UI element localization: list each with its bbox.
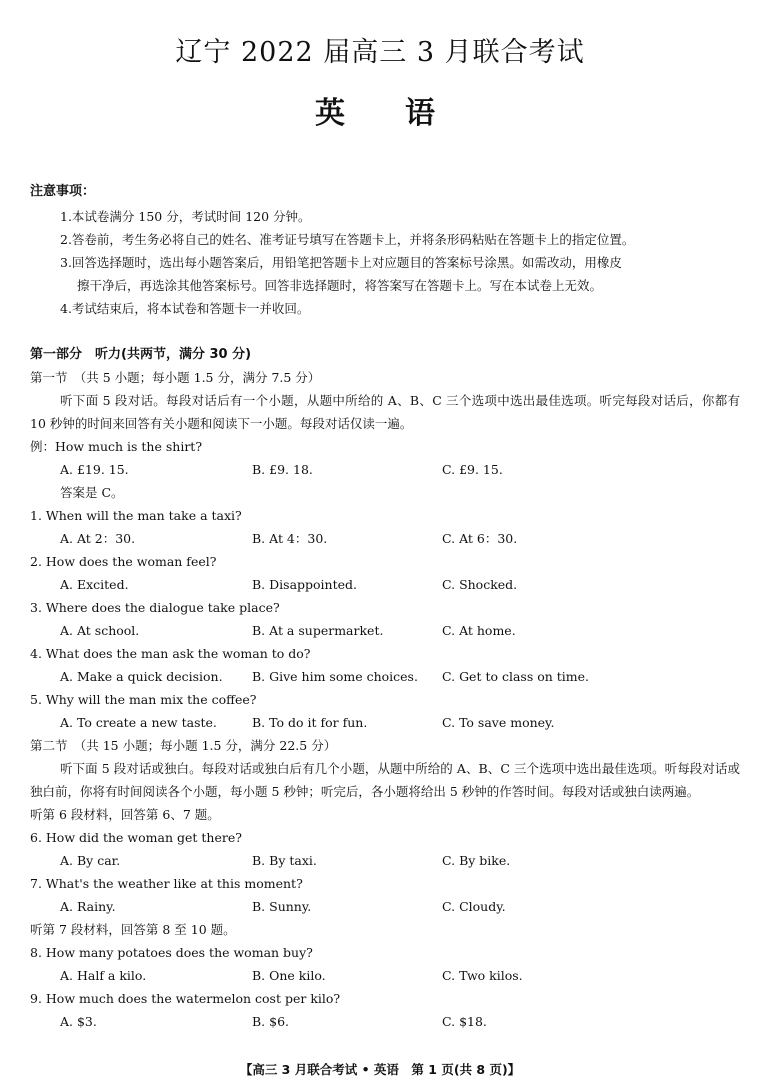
q5-option-b: B. To do it for fun. (252, 715, 368, 730)
q2-option-b: B. Disappointed. (252, 577, 357, 592)
question-3: 3. Where does the dialogue take place? (30, 600, 280, 615)
q3-option-c: C. At home. (442, 623, 516, 638)
material-7-label: 听第 7 段材料，回答第 8 至 10 题。 (30, 922, 236, 937)
question-6: 6. How did the woman get there? (30, 830, 242, 845)
example-question: 例：How much is the shirt? (30, 439, 203, 454)
q6-option-b: B. By taxi. (252, 853, 317, 868)
q7-option-a: A. Rainy. (60, 899, 116, 914)
q7-option-c: C. Cloudy. (442, 899, 506, 914)
question-9-options (30, 1010, 740, 1033)
example-option-c: C. £9. 15. (442, 462, 503, 477)
q5-option-a: A. To create a new taste. (60, 715, 217, 730)
section2-instructions: 听下面 5 段对话或独白。每段对话或独白后有几个小题，从题中所给的 A、B、C 三个选项中选出最佳选项。听每段对话或独白前，你将有时间阅读各个小题，每小题 5 秒钟；听完后，各小题将给出 5 秒钟的作答时间。每段对话或独白读两遍。 (30, 761, 740, 799)
notice-item-4: 4.考试结束后，将本试卷和答题卡一并收回。 (60, 301, 310, 316)
notice-item-1: 1.本试卷满分 150 分，考试时间 120 分钟。 (60, 209, 311, 224)
q4-option-c: C. Get to class on time. (442, 669, 590, 684)
q9-option-b: B. $6. (252, 1014, 290, 1029)
notice-block (30, 180, 740, 320)
q4-option-b: B. Give him some choices. (252, 669, 418, 684)
question-1: 1. When will the man take a taxi? (30, 508, 242, 523)
notice-heading: 注意事项： (30, 184, 96, 199)
material-6-label: 听第 6 段材料，回答第 6、7 题。 (30, 807, 220, 822)
q9-option-a: A. $3. (60, 1014, 97, 1029)
question-5: 5. Why will the man mix the coffee? (30, 692, 257, 707)
q4-option-a: A. Make a quick decision. (60, 669, 223, 684)
part1-heading: 第一部分 听力(共两节，满分 30 分) (30, 347, 252, 362)
subject-title: 英语 (315, 96, 495, 131)
q3-option-a: A. At school. (60, 623, 140, 638)
question-5-options (30, 711, 740, 734)
example-answer: 答案是 C。 (60, 485, 124, 500)
section1-heading: 第一节 （共 5 小题；每小题 1.5 分，满分 7.5 分） (30, 370, 321, 385)
q3-option-b: B. At a supermarket. (252, 623, 384, 638)
q1-option-a: A. At 2：30. (60, 531, 136, 546)
notice-item-3: 3.回答选择题时，选出每小题答案后，用铅笔把答题卡上对应题目的答案标号涂黑。如需改动，用橡皮 (60, 255, 622, 270)
q1-option-c: C. At 6：30. (442, 531, 518, 546)
question-6-options (30, 849, 740, 872)
question-3-options (30, 619, 740, 642)
notice-item-3-cont: 擦干净后，再选涂其他答案标号。回答非选择题时，将答案写在答题卡上。写在本试卷上无效。 (77, 278, 603, 293)
example-options (30, 458, 740, 481)
page-footer: 【高三 3 月联合考试 • 英语 第 1 页(共 8 页)】 (239, 1062, 521, 1077)
question-8: 8. How many potatoes does the woman buy? (30, 945, 313, 960)
question-7-options (30, 895, 740, 918)
question-4: 4. What does the man ask the woman to do? (30, 646, 311, 661)
q2-option-a: A. Excited. (60, 577, 129, 592)
question-9: 9. How much does the watermelon cost per kilo? (30, 991, 341, 1006)
example-option-b: B. £9. 18. (252, 462, 313, 477)
q7-option-b: B. Sunny. (252, 899, 312, 914)
section2-heading: 第二节 （共 15 小题；每小题 1.5 分，满分 22.5 分） (30, 738, 337, 753)
section1-instructions: 听下面 5 段对话。每段对话后有一个小题，从题中所给的 A、B、C 三个选项中选出最佳选项。听完每段对话后，你都有 10 秒钟的时间来回答有关小题和阅读下一小题。每段对话仅读一遍。 (30, 393, 740, 431)
question-2: 2. How does the woman feel? (30, 554, 217, 569)
q8-option-b: B. One kilo. (252, 968, 326, 983)
question-1-options (30, 527, 740, 550)
q8-option-a: A. Half a kilo. (60, 968, 147, 983)
question-8-options (30, 964, 740, 987)
q6-option-c: C. By bike. (442, 853, 511, 868)
q1-option-b: B. At 4：30. (252, 531, 328, 546)
question-2-options (30, 573, 740, 596)
question-7: 7. What's the weather like at this moment? (30, 876, 303, 891)
exam-title: 辽宁 2022 届高三 3 月联合考试 (175, 37, 585, 68)
q6-option-a: A. By car. (60, 853, 121, 868)
q2-option-c: C. Shocked. (442, 577, 518, 592)
q9-option-c: C. $18. (442, 1014, 487, 1029)
listening-part (30, 343, 740, 1033)
question-4-options (30, 665, 740, 688)
q8-option-c: C. Two kilos. (442, 968, 523, 983)
example-option-a: A. £19. 15. (60, 462, 129, 477)
q5-option-c: C. To save money. (442, 715, 555, 730)
notice-item-2: 2.答卷前，考生务必将自己的姓名、准考证号填写在答题卡上，并将条形码粘贴在答题卡上的指定位置。 (60, 232, 635, 247)
